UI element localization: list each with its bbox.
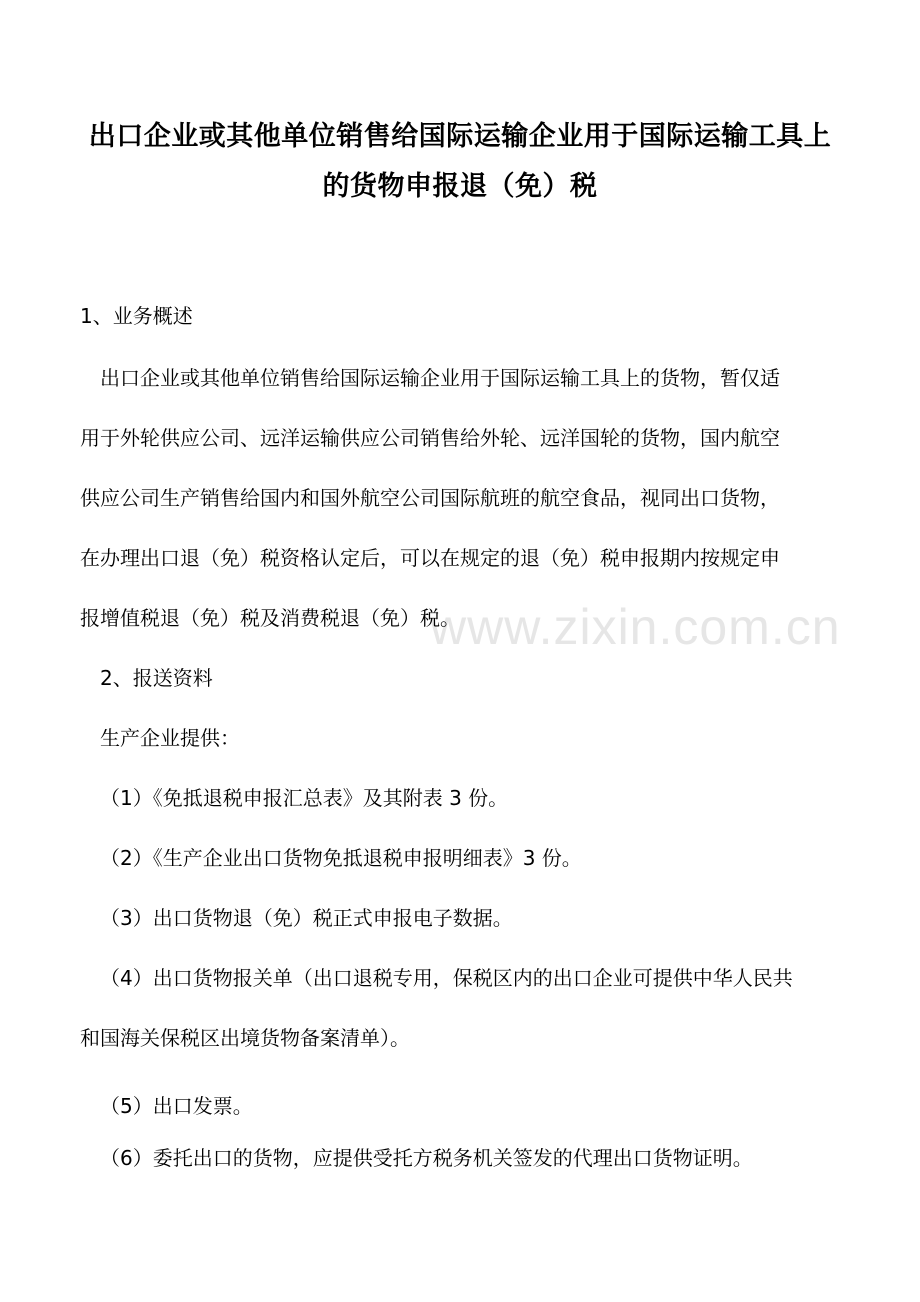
paragraph-line: 用于外轮供应公司、远洋运输供应公司销售给外轮、远洋国轮的货物，国内航空 xyxy=(80,426,780,450)
watermark: www.zixin.com.cn xyxy=(430,599,841,655)
list-item: （3）出口货物退（免）税正式申报电子数据。 xyxy=(100,906,513,930)
list-item-continuation: 和国海关保税区出境货物备案清单）。 xyxy=(80,1026,410,1050)
paragraph-line: 报增值税退（免）税及消费税退（免）税。 xyxy=(80,606,460,630)
list-item: （4）出口货物报关单（出口退税专用，保税区内的出口企业可提供中华人民共 xyxy=(100,966,793,990)
list-item: （5）出口发票。 xyxy=(100,1094,253,1118)
paragraph-line: 出口企业或其他单位销售给国际运输企业用于国际运输工具上的货物，暂仅适 xyxy=(100,366,780,390)
paragraph-line: 在办理出口退（免）税资格认定后，可以在规定的退（免）税申报期内按规定申 xyxy=(80,546,780,570)
list-item: （2）《生产企业出口货物免抵退税申报明细表》3 份。 xyxy=(100,846,582,870)
list-item: （6）委托出口的货物，应提供受托方税务机关签发的代理出口货物证明。 xyxy=(100,1146,753,1170)
section-heading-overview: 1、业务概述 xyxy=(80,304,193,328)
document-title: 出口企业或其他单位销售给国际运输企业用于国际运输工具上的货物申报退（免）税 xyxy=(88,121,832,202)
section-heading-materials: 2、报送资料 xyxy=(100,666,213,690)
materials-intro: 生产企业提供： xyxy=(100,726,240,750)
list-item: （1）《免抵退税申报汇总表》及其附表 3 份。 xyxy=(100,786,509,810)
paragraph-line: 供应公司生产销售给国内和国外航空公司国际航班的航空食品，视同出口货物， xyxy=(80,486,780,510)
